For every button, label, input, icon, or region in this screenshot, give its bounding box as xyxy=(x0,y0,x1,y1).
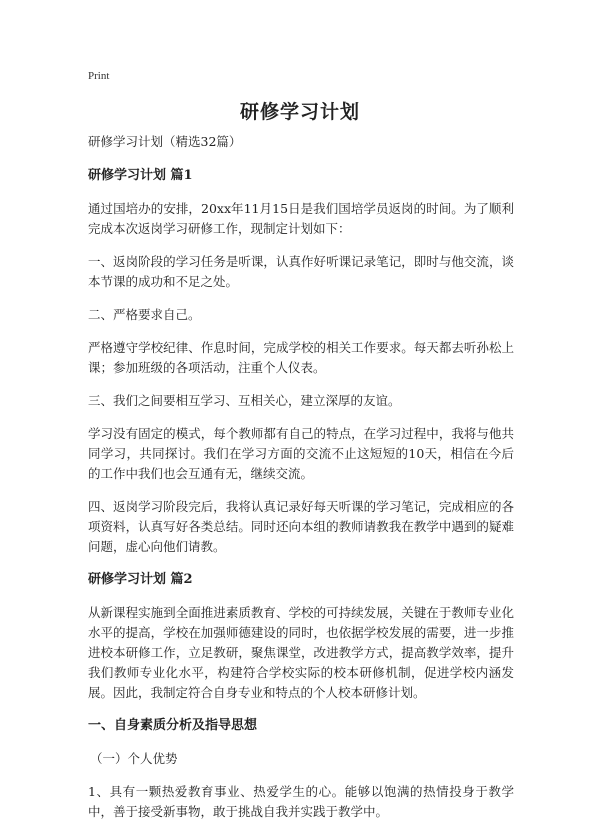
paragraph: 学习没有固定的模式，每个教师都有自己的特点，在学习过程中，我将与他共同学习，共同探讨。我们在学习方面的交流不止这短短的10天，相信在今后的工作中我们也会互通有无，继续交流。 xyxy=(88,426,514,481)
paragraph: 一、返岗阶段的学习任务是听课，认真作好听课记录笔记，即时与他交流，谈本节课的成功和不足之处。 xyxy=(88,254,514,289)
paragraph: 三、我们之间要相互学习、互相关心，建立深厚的友谊。 xyxy=(88,393,401,408)
subsection-label: （一）个人优势 xyxy=(90,751,178,766)
subsection-heading: 一、自身素质分析及指导思想 xyxy=(88,718,258,733)
document-subtitle: 研修学习计划（精选32篇） xyxy=(88,134,242,149)
section-heading-2: 研修学习计划 篇2 xyxy=(88,572,193,587)
paragraph: 通过国培办的安排，20xx年11月15日是我们国培学员返岗的时间。为了顺利完成本次返岗学习研修工作，现制定计划如下： xyxy=(88,201,514,236)
paragraph: 1、具有一颗热爱教育事业、热爱学生的心。能够以饱满的热情投身于教学中，善于接受新事物，敢于挑战自我并实践于教学中。 xyxy=(88,784,514,819)
paragraph: 二、严格要求自己。 xyxy=(88,307,201,322)
paragraph: 四、返岗学习阶段完后，我将认真记录好每天听课的学习笔记，完成相应的各项资料，认真写好各类总结。同时还向本组的教师请教我在教学中遇到的疑难问题，虚心向他们请教。 xyxy=(88,499,514,554)
page-title: 研修学习计划 xyxy=(239,101,360,123)
document-body xyxy=(88,132,514,835)
print-label[interactable]: Print xyxy=(88,70,110,82)
paragraph: 从新课程实施到全面推进素质教育、学校的可持续发展，关键在于教师专业化水平的提高，学校在加强师德建设的同时，也依据学校发展的需要，进一步推进校本研修工作，立足教研，聚焦课堂，改进教学方式，提高教学效率，提升我们教师专业化水平，构建符合学校实际的校本研修机制，促进学校内涵发展。因此，我制定符合自身专业和特点的个人校本研修计划。 xyxy=(88,605,514,700)
section-heading-1: 研修学习计划 篇1 xyxy=(88,168,193,183)
paragraph: 严格遵守学校纪律、作息时间，完成学校的相关工作要求。每天都去听孙松上课；参加班级的各项活动，注重个人仪表。 xyxy=(88,340,514,375)
